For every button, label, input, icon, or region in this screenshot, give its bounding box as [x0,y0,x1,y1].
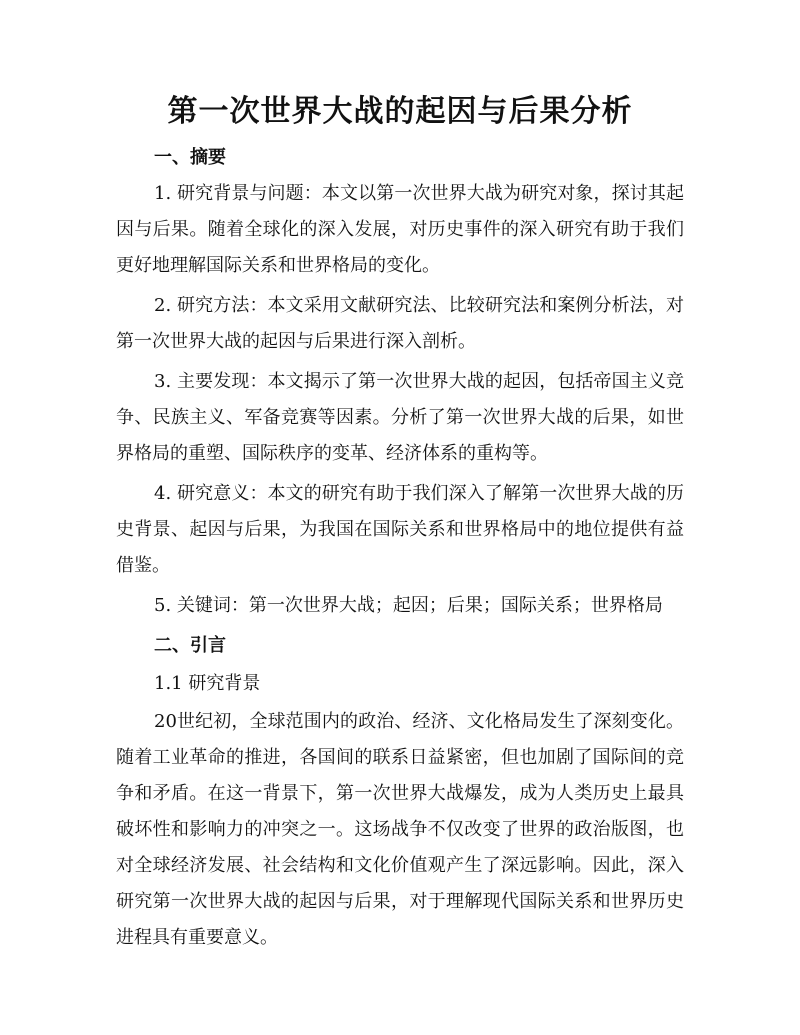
abstract-keywords: 5. 关键词：第一次世界大战；起因；后果；国际关系；世界格局 [154,595,663,616]
intro-paragraph: 20世纪初，全球范围内的政治、经济、文化格局发生了深刻变化。随着工业革命的推进，各国间的联系日益紧密，但也加剧了国际间的竞争和矛盾。在这一背景下，第一次世界大战爆发，成为人类历史上最具破坏性和影响力的冲突之一。这场战争不仅改变了世界的政治版图，也对全球经济发展、社会结构和文化价值观产生了深远影响。因此，深入研究第一次世界大战的起因与后果，对于理解现代国际关系和世界历史进程具有重要意义。 [116,711,684,948]
section-heading-abstract: 一、摘要 [154,147,226,168]
abstract-item-4: 4. 研究意义：本文的研究有助于我们深入了解第一次世界大战的历史背景、起因与后果，为我国在国际关系和世界格局中的地位提供有益借鉴。 [116,483,684,576]
subsection-heading-background: 1.1 研究背景 [154,673,261,694]
abstract-item-2: 2. 研究方法：本文采用文献研究法、比较研究法和案例分析法，对第一次世界大战的起因与后果进行深入剖析。 [116,295,684,352]
abstract-item-1: 1. 研究背景与问题：本文以第一次世界大战为研究对象，探讨其起因与后果。随着全球化的深入发展，对历史事件的深入研究有助于我们更好地理解国际关系和世界格局的变化。 [116,183,684,276]
section-heading-intro: 二、引言 [154,635,226,656]
abstract-item-3: 3. 主要发现：本文揭示了第一次世界大战的起因，包括帝国主义竞争、民族主义、军备竞赛等因素。分析了第一次世界大战的后果，如世界格局的重塑、国际秩序的变革、经济体系的重构等。 [116,371,684,464]
document-title: 第一次世界大战的起因与后果分析 [167,94,633,129]
